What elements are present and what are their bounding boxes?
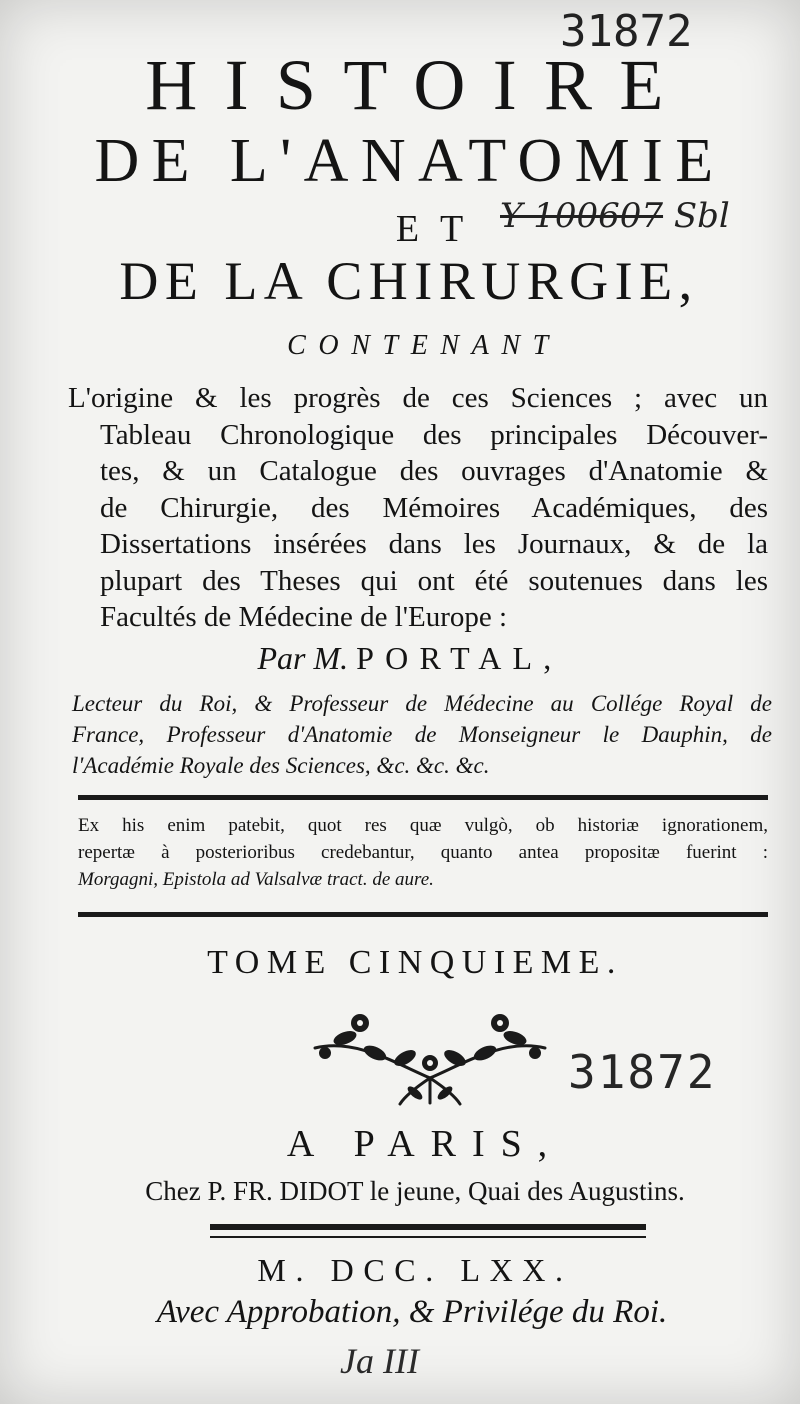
- volume-title: TOME CINQUIEME.: [207, 944, 623, 981]
- title-line-4: DE LA CHIRURGIE,: [119, 251, 699, 311]
- divider-rule: [78, 795, 768, 800]
- author-line: [0, 640, 800, 677]
- divider-rule: [78, 912, 768, 917]
- description-line: plupart des Theses qui ont été soutenues dans les: [100, 564, 768, 597]
- title-line-2: DE L'ANATOMIE: [94, 127, 726, 195]
- epigraph-line: repertæ à posterioribus credebantur, quanto antea propositæ fuerint :: [78, 842, 768, 863]
- author-name: PORTAL,: [356, 640, 563, 676]
- title-line-3: ET: [395, 208, 485, 250]
- description-line: de Chirurgie, des Mémoires Académiques, des: [100, 491, 768, 524]
- library-stamp-number: 31872: [568, 1045, 717, 1099]
- shelfmark-top: 31872: [560, 6, 693, 57]
- imprint-year: M. DCC. LXX.: [257, 1252, 573, 1288]
- imprint-privilege: Avec Approbation, & Privilége du Roi.: [156, 1294, 668, 1330]
- description-line: Facultés de Médecine de l'Europe :: [100, 601, 508, 633]
- epigraph-source: Morgagni, Epistola ad Valsalvæ tract. de aure.: [78, 869, 434, 890]
- imprint-publisher: Chez P. FR. DIDOT le jeune, Quai des Augustins.: [145, 1176, 685, 1206]
- description-line: L'origine & les progrès de ces Sciences ; avec un: [68, 382, 768, 414]
- author-prefix: Par M.: [257, 640, 349, 676]
- shelfmark-suffix: Sbl: [673, 196, 730, 236]
- epigraph-line: Ex his enim patebit, quot res quæ vulgò, ob historiæ ignorationem,: [78, 815, 768, 836]
- description: [68, 380, 768, 636]
- author-title-line: l'Académie Royale des Sciences, &c. &c. &c.: [72, 753, 490, 778]
- epigraph: [78, 812, 768, 893]
- description-line: Tableau Chronologique des principales Découver-: [100, 418, 768, 451]
- description-line: tes, & un Catalogue des ouvrages d'Anatomie &: [100, 455, 768, 487]
- title-line-1: HISTOIRE: [145, 45, 691, 125]
- shelfmark-struck: Y 100607: [500, 196, 664, 236]
- author-titles: [72, 688, 772, 781]
- divider-rule-thick: [210, 1224, 646, 1230]
- author-title-line: France, Professeur d'Anatomie de Monseigneur le Dauphin, de: [72, 722, 772, 747]
- handwritten-volume-note: Ja III: [340, 1341, 419, 1381]
- divider-rule-thin: [210, 1236, 646, 1238]
- description-line: Dissertations insérées dans les Journaux, & de la: [100, 528, 768, 560]
- subtitle-intro: CONTENANT: [287, 330, 561, 361]
- floral-ornament-icon: [305, 1008, 555, 1108]
- author-title-line: Lecteur du Roi, & Professeur de Médecine au Collége Royal de: [72, 691, 772, 716]
- imprint-place: A PARIS,: [286, 1123, 564, 1165]
